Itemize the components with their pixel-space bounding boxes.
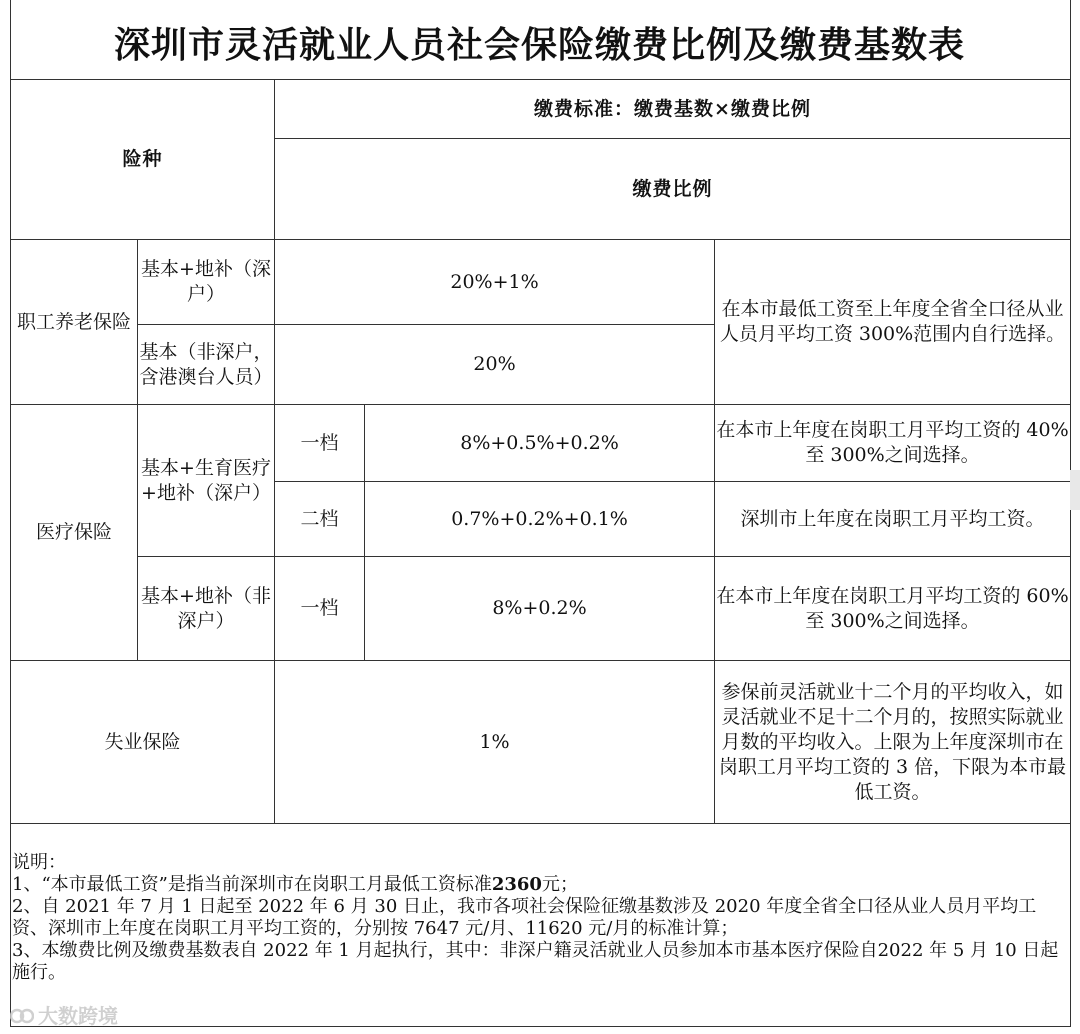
note-1-text: 1、“本市最低工资”是指当前深圳市在岗职工月最低工资标准 [12, 874, 492, 895]
header-row-1 [11, 80, 1071, 139]
notes-heading: 说明： [12, 852, 66, 873]
contribution-table [10, 79, 1071, 824]
watermark [10, 1000, 118, 1030]
watermark-text: 大数跨境 [38, 1004, 118, 1028]
medical-name: 医疗保险 [11, 405, 138, 661]
medical-row-1 [11, 405, 1071, 482]
note-1-value: 2360 [491, 874, 542, 895]
scrollbar-edge [1070, 470, 1080, 510]
medical-group2-label: 基本+地补（非深户） [138, 557, 275, 661]
note-1 [12, 874, 1068, 896]
pension-sub2-rate: 20% [275, 325, 715, 405]
medical-group2-tier1-base: 在本市上年度在岗职工月平均工资的 60%至 300%之间选择。 [715, 557, 1071, 661]
note-2: 2、自 2021 年 7 月 1 日起至 2022 年 6 月 30 日止，我市各项社会保险征缴基数涉及 2020 年度全省全口径从业人员月平均工资、深圳市上年度在岗职工月平均工资的，分别按 7647 元/月、11620 元/月的标准计算； [12, 896, 1037, 939]
pension-name: 职工养老保险 [11, 240, 138, 405]
medical-group1-tier2-base: 深圳市上年度在岗职工月平均工资。 [715, 482, 1071, 557]
pension-row-1 [11, 240, 1071, 325]
standard-header: 缴费标准：缴费基数×缴费比例 [275, 80, 1071, 139]
medical-group2-tier1-rate: 8%+0.2% [365, 557, 715, 661]
note-1-suffix: 元； [541, 874, 578, 895]
insurance-type-header: 险种 [11, 80, 275, 240]
unemployment-row [11, 661, 1071, 824]
unemployment-rate: 1% [275, 661, 715, 824]
note-3: 3、本缴费比例及缴费基数表自 2022 年 1 月起执行，其中：非深户籍灵活就业人员参加本市基本医疗保险自2022 年 5 月 10 日起施行。 [12, 940, 1059, 983]
page-title: 深圳市灵活就业人员社会保险缴费比例及缴费基数表 [113, 24, 965, 66]
medical-group1-tier2-level: 二档 [275, 482, 365, 557]
medical-group2-tier1-level: 一档 [275, 557, 365, 661]
pension-sub1-rate: 20%+1% [275, 240, 715, 325]
pension-base: 在本市最低工资至上年度全省全口径从业人员月平均工资 300%范围内自行选择。 [715, 240, 1071, 405]
notes-section [12, 852, 1068, 984]
medical-group1-tier1-level: 一档 [275, 405, 365, 482]
medical-group1-label: 基本+生育医疗+地补（深户） [138, 405, 275, 557]
medical-row-3 [11, 557, 1071, 661]
medical-group1-tier1-rate: 8%+0.5%+0.2% [365, 405, 715, 482]
unemployment-base: 参保前灵活就业十二个月的平均收入，如灵活就业不足十二个月的，按照实际就业月数的平均收入。上限为上年度深圳市在岗职工月平均工资的 3 倍，下限为本市最低工资。 [715, 661, 1071, 824]
medical-group1-tier2-rate: 0.7%+0.2%+0.1% [365, 482, 715, 557]
unemployment-name: 失业保险 [11, 661, 275, 824]
pension-sub2-label: 基本（非深户，含港澳台人员） [138, 325, 275, 405]
rate-header: 缴费比例 [275, 139, 1071, 240]
medical-group1-tier1-base: 在本市上年度在岗职工月平均工资的 40%至 300%之间选择。 [715, 405, 1071, 482]
watermark-logo-icon [10, 1006, 34, 1030]
pension-sub1-label: 基本+地补（深户） [138, 240, 275, 325]
